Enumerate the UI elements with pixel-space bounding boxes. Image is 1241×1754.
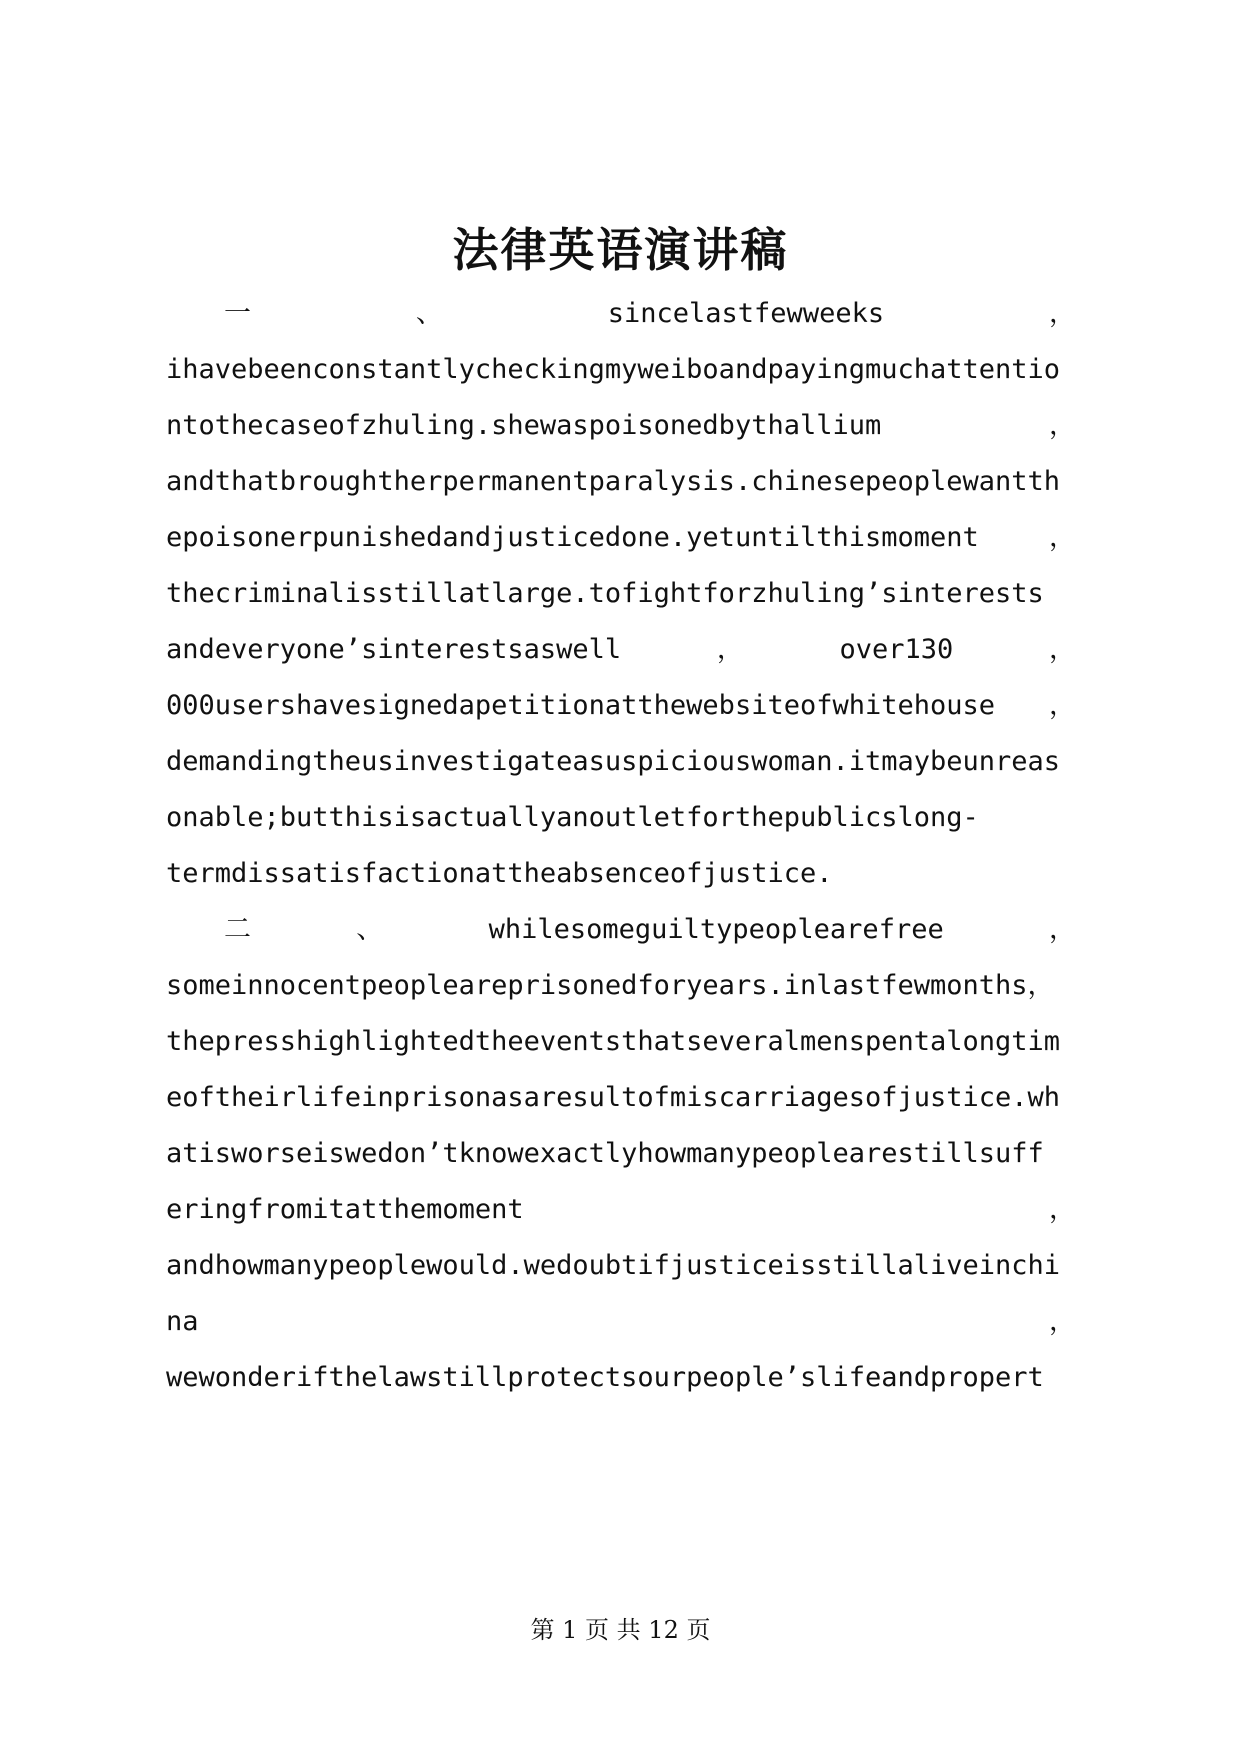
text-segment: ntothecaseofzhuling.shewaspoisonedbythallium <box>166 410 882 441</box>
text-segment: ， <box>1049 522 1076 553</box>
text-line <box>166 451 1076 513</box>
text-segment: epoisonerpunishedandjusticedone.yetuntilthismoment <box>166 522 979 553</box>
text-line <box>166 843 1076 905</box>
text-segment: andhowmanypeoplewould.wedoubtifjusticeisstillaliveinchi <box>166 1250 1061 1281</box>
text-segment: ， <box>1048 298 1076 329</box>
text-segment: ， <box>1048 634 1076 665</box>
text-segment: demandingtheusinvestigateasuspiciouswoman.itmaybeunreas <box>166 746 1061 777</box>
text-line <box>166 1011 1076 1073</box>
text-segment: onable;butthisisactuallyanoutletforthepublicslong- <box>166 802 979 833</box>
text-segment: 、 <box>415 298 443 329</box>
text-segment: ， <box>1049 410 1076 441</box>
text-line <box>166 1235 1076 1297</box>
text-segment: ， <box>1049 1194 1076 1225</box>
text-segment: ihavebeenconstantlycheckingmyweiboandpayingmuchattentio <box>166 354 1061 385</box>
text-segment: 、 <box>356 914 384 945</box>
text-segment: 二 <box>224 914 251 945</box>
text-line <box>166 1123 1076 1185</box>
text-line <box>166 787 1076 849</box>
page-footer: 第 1 页 共 12 页 <box>530 1616 711 1644</box>
text-segment: sincelastfewweeks <box>607 298 885 329</box>
text-segment: termdissatisfactionattheabsenceofjustice. <box>166 858 833 889</box>
text-line <box>166 395 1076 457</box>
text-line <box>166 1179 1076 1241</box>
text-line <box>166 1347 1076 1409</box>
text-segment: andthatbroughtherpermanentparalysis.chinesepeoplewantth <box>166 466 1061 497</box>
text-segment: ， <box>1049 690 1076 721</box>
text-segment: ， <box>1049 1306 1076 1337</box>
text-line <box>166 283 1076 345</box>
text-segment: eoftheirlifeinprisonasaresultofmiscarriagesofjustice.wh <box>166 1082 1061 1113</box>
text-segment: na <box>166 1306 199 1337</box>
text-line <box>166 1291 1076 1353</box>
text-line <box>166 507 1076 569</box>
text-segment: ， <box>1049 914 1076 945</box>
text-segment: whilesomeguiltypeoplearefree <box>488 914 944 945</box>
text-segment: 000usershavesignedapetitionatthewebsiteofwhitehouse <box>166 690 996 721</box>
text-line <box>166 339 1076 401</box>
document-title: 法律英语演讲稿 <box>452 223 789 277</box>
text-segment: over130 <box>839 634 954 665</box>
text-segment: andeveryone’sinterestsaswell <box>166 634 622 665</box>
text-line <box>166 563 1076 625</box>
text-segment: atisworseiswedon’tknowexactlyhowmanypeoplearestillsuff <box>166 1138 1044 1169</box>
text-segment: someinnocentpeopleareprisonedforyears.inlastfewmonths， <box>166 970 1055 1001</box>
text-segment: ， <box>716 634 744 665</box>
text-line <box>166 899 1076 961</box>
text-segment: 一 <box>224 298 251 329</box>
text-segment: thecriminalisstillatlarge.tofightforzhuling’sinterests <box>166 578 1044 609</box>
text-line <box>166 731 1076 793</box>
text-segment: eringfromitatthemoment <box>166 1194 524 1225</box>
text-line <box>166 675 1076 737</box>
text-line <box>166 619 1076 681</box>
text-line <box>166 955 1076 1017</box>
text-segment: thepresshighlightedtheeventsthatseveralmenspentalongtim <box>166 1026 1061 1057</box>
text-segment: wewonderifthelawstillprotectsourpeople’slifeandpropert <box>166 1362 1044 1393</box>
text-line <box>166 1067 1076 1129</box>
